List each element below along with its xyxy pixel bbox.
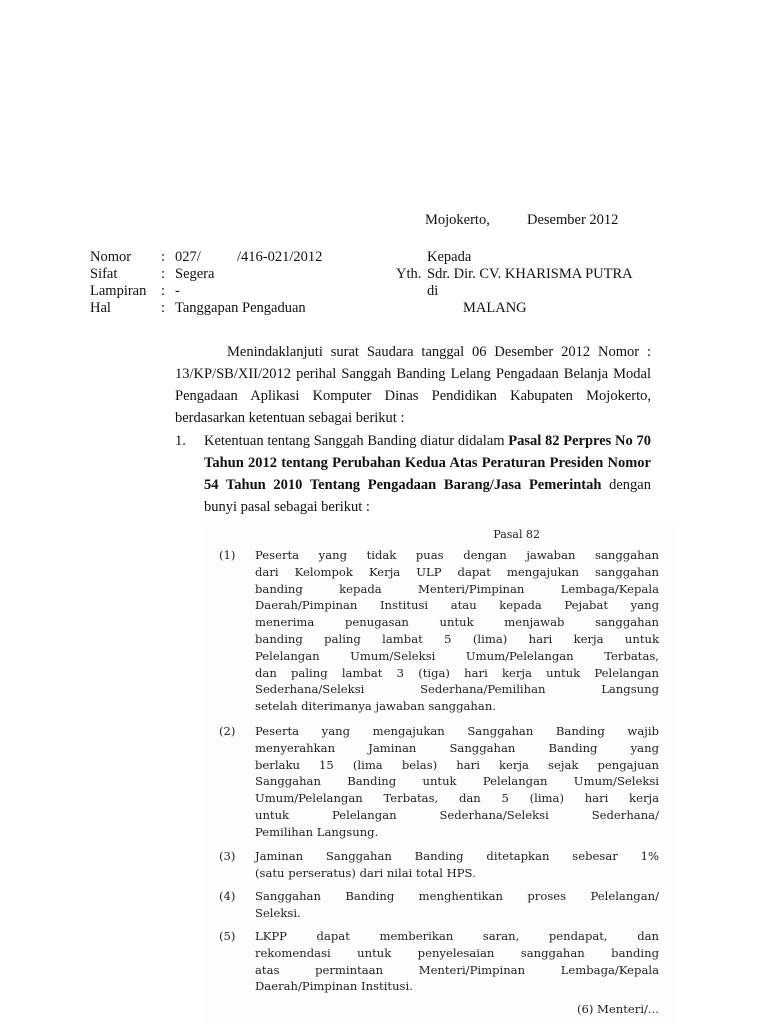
meta-label: Sifat (90, 266, 118, 282)
pasal-item-lines (255, 928, 659, 995)
item-line (204, 474, 651, 496)
pasal-item-line: dari Kelompok Kerja ULP dapat mengajukan sanggahan (255, 564, 659, 579)
list-item-1 (204, 430, 651, 518)
meta-label: Hal (90, 300, 111, 316)
pasal-item-lines (255, 888, 659, 922)
meta-label: Lampiran (90, 283, 147, 299)
pasal-item-line: Peserta yang mengajukan Sanggahan Banding wajib (255, 724, 659, 738)
item-bold-text: Tahun 2012 tentang Perubahan Kedua Atas Peraturan Presiden Nomor (204, 455, 651, 471)
recipient-yth: Yth. (396, 266, 422, 282)
pasal-item-line: Jaminan Sanggahan Banding ditetapkan sebesar 1% (255, 849, 659, 863)
intro-line: Pengadaan Aplikasi Komputer Dinas Pendidikan Kabupaten Mojokerto, (175, 388, 651, 404)
pasal-item-line: rekomendasi untuk penyelesaian sanggahan banding (255, 945, 659, 960)
pasal-item-line: Sanggahan Banding untuk Pelelangan Umum/Seleksi (255, 774, 659, 789)
pasal-item-line: Pelelangan Umum/Seleksi Umum/Pelelangan Terbatas, (255, 648, 659, 663)
pasal-item-number: (2) (219, 724, 236, 738)
recipient-di: di (427, 283, 439, 299)
pasal-item-line: atas permintaan Menteri/Pimpinan Lembaga/Kepala (255, 962, 659, 977)
item-text: Ketentuan tentang Sanggah Banding diatur didalam (204, 433, 509, 449)
continuation-text: (6) Menteri/... (576, 1002, 659, 1016)
pasal-item-line: Sanggahan Banding menghentikan proses Pelelangan/ (255, 889, 659, 903)
item-line (204, 452, 651, 474)
meta-colon: : (161, 266, 166, 282)
pasal-item-number: (3) (219, 849, 236, 863)
pasal-item-line: Peserta yang tidak puas dengan jawaban sanggahan (255, 548, 659, 562)
intro-line: berdasarkan ketentuan sebagai berikut : (175, 410, 405, 426)
pasal-title: Pasal 82 (493, 528, 540, 541)
meta-colon: : (161, 249, 166, 265)
pasal-item-number: (5) (219, 929, 236, 943)
intro-line: 13/KP/SB/XII/2012 perihal Sanggah Banding Lelang Pengadaan Belanja Modal (175, 366, 651, 382)
meta-colon: : (161, 300, 166, 316)
pasal-item-line: banding paling lambat 5 (lima) hari kerja untuk (255, 631, 659, 646)
intro-paragraph (175, 341, 651, 429)
recipient-kepada: Kepada (427, 249, 472, 265)
pasal-item-line: setelah diterimanya jawaban sanggahan. (255, 699, 496, 714)
pasal-item-lines (255, 723, 659, 841)
recipient-name: Sdr. Dir. CV. KHARISMA PUTRA (427, 266, 633, 282)
meta-colon: : (161, 283, 166, 299)
meta-value-hal: Tanggapan Pengaduan (175, 300, 306, 316)
pasal-item-line: Pemilihan Langsung. (255, 824, 379, 839)
item-bold-text: Pasal 82 Perpres No 70 (508, 433, 651, 449)
recipient-city: MALANG (463, 300, 527, 316)
pasal-item-line: Seleksi. (255, 905, 301, 920)
letter-date: Desember 2012 (527, 212, 619, 228)
item-bold-text: 54 Tahun 2010 Tentang Pengadaan Barang/Jasa Pemerintah (204, 477, 602, 493)
item-text: dengan (601, 477, 651, 493)
meta-value-lampiran: - (175, 283, 180, 299)
pasal-item-line: dan paling lambat 3 (tiga) hari kerja untuk Pelelangan (255, 665, 659, 680)
pasal-item-number: (4) (219, 889, 236, 903)
pasal-item-lines (255, 547, 659, 715)
pasal-item-line: LKPP dapat memberikan saran, pendapat, dan (255, 929, 659, 943)
pasal-82-scan (205, 525, 675, 1024)
pasal-item-line: untuk Pelelangan Sederhana/Seleksi Sederhana/ (255, 807, 659, 822)
pasal-item-lines (255, 848, 659, 882)
item-line: bunyi pasal sebagai berikut : (204, 499, 370, 515)
pasal-item-number: (1) (219, 548, 236, 562)
pasal-item-line: (satu perseratus) dari nilai total HPS. (255, 865, 476, 880)
pasal-item-line: Umum/Pelelangan Terbatas, dan 5 (lima) hari kerja (255, 791, 659, 806)
intro-line: Menindaklanjuti surat Saudara tanggal 06 Desember 2012 Nomor : (227, 344, 651, 360)
pasal-item-line: menerima penugasan untuk menjawab sanggahan (255, 615, 659, 630)
pasal-item-line: Daerah/Pimpinan Institusi atau kepada Pejabat yang (255, 598, 659, 613)
meta-value-nomor: 027/ /416-021/2012 (175, 249, 323, 265)
meta-label: Nomor (90, 249, 132, 265)
pasal-item-line: menyerahkan Jaminan Sanggahan Banding yang (255, 740, 659, 755)
meta-value-sifat: Segera (175, 266, 215, 282)
letter-place: Mojokerto, (425, 212, 490, 228)
item-line (204, 430, 651, 452)
pasal-item-line: Daerah/Pimpinan Institusi. (255, 979, 413, 994)
item-number: 1. (175, 433, 186, 449)
pasal-item-line: banding kepada Menteri/Pimpinan Lembaga/Kepala (255, 581, 659, 596)
pasal-item-line: Sederhana/Seleksi Sederhana/Pemilihan Langsung (255, 682, 659, 697)
pasal-item-line: berlaku 15 (lima belas) hari kerja sejak pengajuan (255, 757, 659, 772)
